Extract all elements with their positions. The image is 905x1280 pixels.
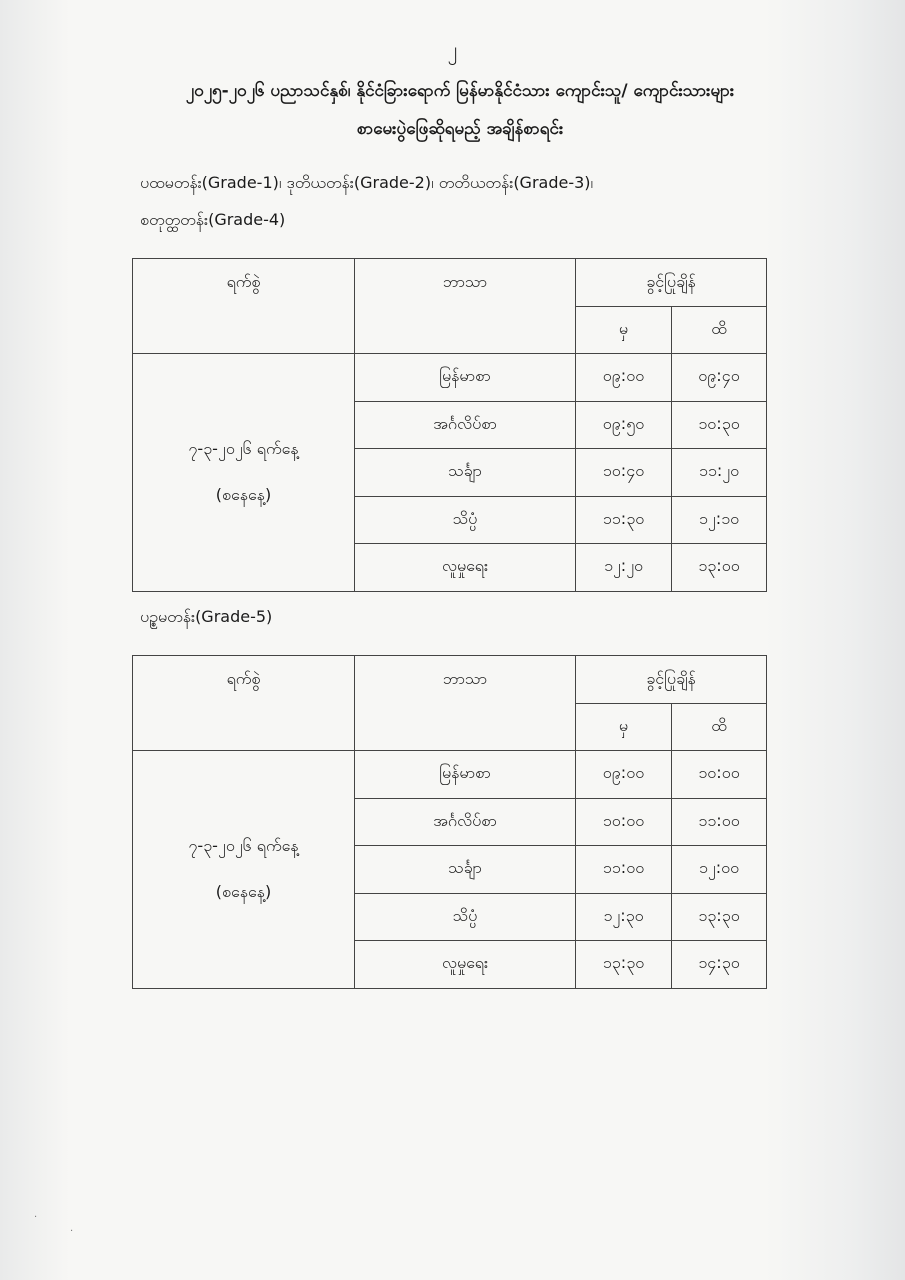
schedule-table-grades-1-4 xyxy=(132,258,767,592)
from-time-cell: ၁၁:၃၀ xyxy=(576,496,672,544)
from-time-cell: ၀၉:၀၀ xyxy=(576,751,672,799)
from-time-cell: ၁၀:၀၀ xyxy=(576,798,672,846)
header-to: ထိ xyxy=(672,307,767,354)
subject-cell: လူမှုရေး xyxy=(355,544,576,592)
scan-speck: · xyxy=(70,1226,74,1237)
from-time-cell: ၀၉:၅၀ xyxy=(576,401,672,449)
exam-date: ၇-၃-၂၀၂၆ ရက်နေ့ xyxy=(188,439,299,459)
document-title-line2: စာမေးပွဲဖြေဆိုရမည့် အချိန်စာရင်း xyxy=(356,119,564,139)
from-time-cell: ၁၁:၀၀ xyxy=(576,846,672,894)
scan-speck: · xyxy=(34,1212,38,1223)
from-time-cell: ၁၀:၄၀ xyxy=(576,449,672,497)
date-cell xyxy=(133,751,355,989)
exam-date: ၇-၃-၂၀၂၆ ရက်နေ့ xyxy=(188,836,299,856)
to-time-cell: ၁၀:၃၀ xyxy=(672,401,767,449)
subject-cell: မြန်မာစာ xyxy=(355,354,576,402)
from-time-cell: ၁၃:၃၀ xyxy=(576,941,672,989)
subject-cell: အင်္ဂလိပ်စာ xyxy=(355,401,576,449)
header-allowed-time: ခွင့်ပြုချိန် xyxy=(576,656,767,704)
section1-heading-line1: ပထမတန်း(Grade-1)၊ ဒုတိယတန်း(Grade-2)၊ တတိယတန်း(Grade-3)၊ xyxy=(140,173,594,192)
to-time-cell: ၁၁:၀၀ xyxy=(672,798,767,846)
subject-cell: အင်္ဂလိပ်စာ xyxy=(355,798,576,846)
subject-cell: သိပ္ပံ xyxy=(355,496,576,544)
to-time-cell: ၀၉:၄၀ xyxy=(672,354,767,402)
from-time-cell: ၀၉:၀၀ xyxy=(576,354,672,402)
from-time-cell: ၁၂:၃၀ xyxy=(576,893,672,941)
schedule-table-grade-5 xyxy=(132,655,767,989)
header-to: ထိ xyxy=(672,704,767,751)
subject-cell: လူမှုရေး xyxy=(355,941,576,989)
section2-heading: ပဉ္စမတန်း(Grade-5) xyxy=(140,607,273,626)
scan-shadow-left xyxy=(0,0,70,1280)
subject-cell: မြန်မာစာ xyxy=(355,751,576,799)
subject-cell: သင်္ချာ xyxy=(355,846,576,894)
document-title-line1: ၂၀၂၅-၂၀၂၆ ပညာသင်နှစ်၊ နိုင်ငံခြားရောက် မြန်မာနိုင်ငံသား ကျောင်းသူ/ ကျောင်းသားများ xyxy=(185,81,735,101)
header-subject: ဘာသာ xyxy=(355,656,576,751)
to-time-cell: ၁၄:၃၀ xyxy=(672,941,767,989)
to-time-cell: ၁၃:၃၀ xyxy=(672,893,767,941)
exam-weekday: (စနေနေ့) xyxy=(215,485,272,505)
to-time-cell: ၁၁:၂၀ xyxy=(672,449,767,497)
header-allowed-time: ခွင့်ပြုချိန် xyxy=(576,259,767,307)
section1-heading-line2: စတုတ္ထတန်း(Grade-4) xyxy=(140,210,286,229)
header-subject: ဘာသာ xyxy=(355,259,576,354)
header-date: ရက်စွဲ xyxy=(133,259,355,354)
to-time-cell: ၁၂:၀၀ xyxy=(672,846,767,894)
to-time-cell: ၁၂:၁၀ xyxy=(672,496,767,544)
header-from: မှ xyxy=(576,704,672,751)
subject-cell: သင်္ချာ xyxy=(355,449,576,497)
to-time-cell: ၁၀:၀၀ xyxy=(672,751,767,799)
exam-weekday: (စနေနေ့) xyxy=(215,882,272,902)
page-number: ၂ xyxy=(447,37,458,61)
scan-shadow-right xyxy=(765,0,905,1280)
to-time-cell: ၁၃:၀၀ xyxy=(672,544,767,592)
from-time-cell: ၁၂:၂၀ xyxy=(576,544,672,592)
date-cell xyxy=(133,354,355,592)
header-from: မှ xyxy=(576,307,672,354)
subject-cell: သိပ္ပံ xyxy=(355,893,576,941)
header-date: ရက်စွဲ xyxy=(133,656,355,751)
